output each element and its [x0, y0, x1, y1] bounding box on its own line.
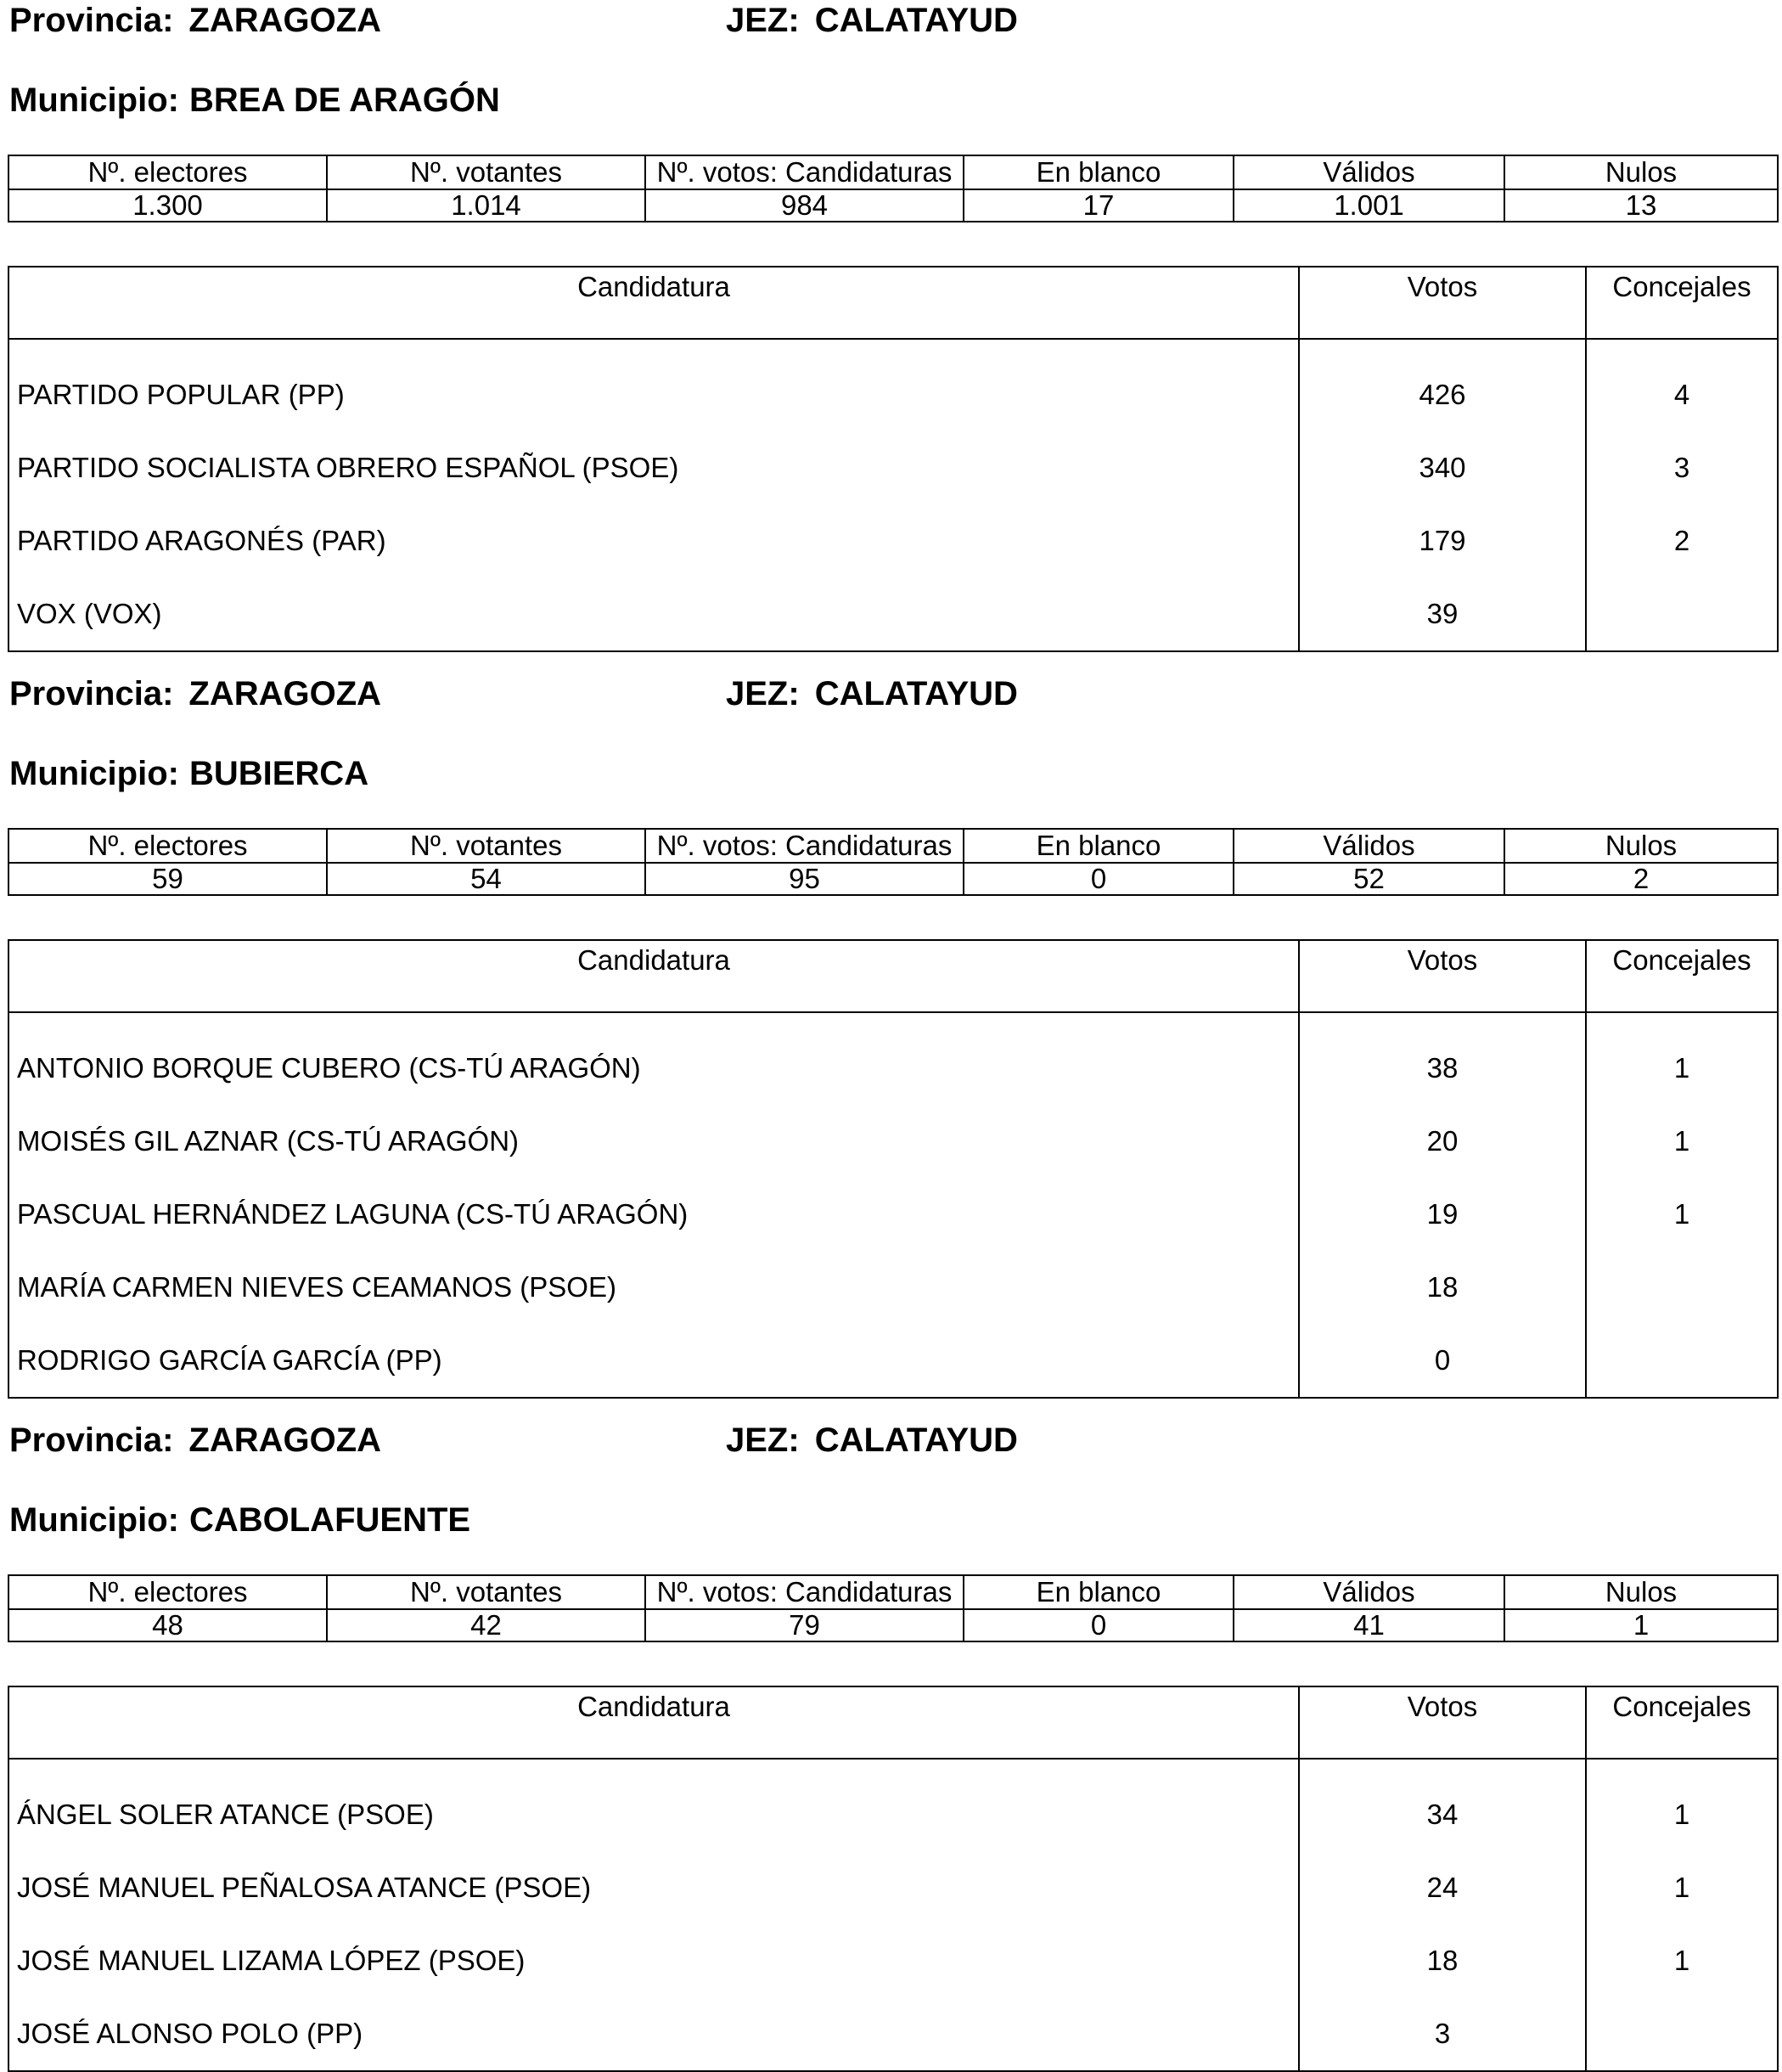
municipio-label: Municipio: [9, 1501, 179, 1539]
stats-header-cell: Nº. votantes [327, 829, 645, 863]
candidate-name: ÁNGEL SOLER ATANCE (PSOE) [17, 1799, 434, 1830]
stats-value-cell: 1.014 [327, 189, 645, 222]
candidates-header-row [8, 1686, 1778, 1759]
candidate-votes: 340 [1299, 431, 1586, 504]
candidate-name: MARÍA CARMEN NIEVES CEAMANOS (PSOE) [17, 1271, 616, 1303]
stats-header-cell: Nº. votantes [327, 155, 645, 189]
candidate-name: PARTIDO SOCIALISTA OBRERO ESPAÑOL (PSOE) [17, 452, 679, 483]
candidate-row [8, 1251, 1778, 1324]
candidate-councillors [1586, 577, 1778, 651]
candidate-row [8, 1924, 1778, 1997]
concejales-header: Concejales [1586, 267, 1778, 339]
candidate-row [8, 339, 1778, 431]
candidate-name: JOSÉ MANUEL LIZAMA LÓPEZ (PSOE) [17, 1945, 526, 1976]
stats-value-cell: 54 [327, 863, 645, 895]
provincia-heading [9, 673, 381, 714]
candidate-councillors: 1 [1586, 1178, 1778, 1251]
candidate-votes: 179 [1299, 504, 1586, 577]
candidate-name: JOSÉ ALONSO POLO (PP) [17, 2018, 363, 2049]
stats-table [8, 828, 1779, 896]
municipio-label: Municipio: [9, 755, 179, 792]
candidates-table [8, 1686, 1779, 2072]
candidate-councillors: 1 [1586, 1105, 1778, 1178]
stats-value-cell: 13 [1504, 189, 1778, 222]
candidate-name: PARTIDO ARAGONÉS (PAR) [17, 525, 386, 556]
stats-header-cell: En blanco [964, 1575, 1234, 1609]
candidate-votes: 3 [1299, 1997, 1586, 2071]
candidate-votes: 18 [1299, 1924, 1586, 1997]
candidate-councillors [1586, 1251, 1778, 1324]
concejales-header: Concejales [1586, 1686, 1778, 1759]
stats-value-cell: 52 [1234, 863, 1504, 895]
jez-value: CALATAYUD [814, 2, 1018, 39]
stats-value-cell: 42 [327, 1609, 645, 1641]
candidate-row [8, 1324, 1778, 1398]
votos-header: Votos [1299, 940, 1586, 1012]
stats-header-cell: Nº. votantes [327, 1575, 645, 1609]
municipio-label: Municipio: [9, 82, 179, 119]
candidate-name: PASCUAL HERNÁNDEZ LAGUNA (CS-TÚ ARAGÓN) [17, 1198, 689, 1230]
candidate-name: MOISÉS GIL AZNAR (CS-TÚ ARAGÓN) [17, 1125, 520, 1157]
municipio-heading [9, 1500, 470, 1540]
candidate-row [8, 577, 1778, 651]
stats-table [8, 1574, 1779, 1642]
candidate-name: RODRIGO GARCÍA GARCÍA (PP) [17, 1344, 442, 1376]
candidate-votes: 39 [1299, 577, 1586, 651]
municipio-value: CABOLAFUENTE [188, 1501, 471, 1539]
concejales-header: Concejales [1586, 940, 1778, 1012]
candidate-councillors: 1 [1586, 1851, 1778, 1924]
stats-value-cell: 1 [1504, 1609, 1778, 1641]
provincia-label: Provincia: [9, 675, 174, 712]
candidate-row [8, 1105, 1778, 1178]
stats-value-cell: 2 [1504, 863, 1778, 895]
candidate-name: JOSÉ MANUEL PEÑALOSA ATANCE (PSOE) [17, 1872, 592, 1903]
jez-value: CALATAYUD [814, 1422, 1018, 1459]
municipio-value: BUBIERCA [188, 755, 369, 792]
stats-value-cell: 984 [645, 189, 964, 222]
stats-value-cell: 79 [645, 1609, 964, 1641]
candidate-name: VOX (VOX) [17, 598, 162, 629]
stats-header-cell: Nulos [1504, 155, 1778, 189]
stats-header-cell: Válidos [1234, 155, 1504, 189]
candidates-header-row [8, 940, 1778, 1012]
candidates-table [8, 266, 1779, 652]
stats-header-row [8, 155, 1778, 189]
stats-value-cell: 0 [964, 1609, 1234, 1641]
stats-value-row [8, 189, 1778, 222]
stats-header-cell: Nº. votos: Candidaturas [645, 829, 964, 863]
candidate-row [8, 504, 1778, 577]
stats-header-cell: Válidos [1234, 829, 1504, 863]
provincia-label: Provincia: [9, 1422, 174, 1459]
municipio-heading [9, 80, 500, 121]
candidate-councillors: 1 [1586, 1012, 1778, 1105]
candidate-votes: 24 [1299, 1851, 1586, 1924]
provincia-heading [9, 1420, 381, 1461]
jez-value: CALATAYUD [814, 675, 1018, 712]
votos-header: Votos [1299, 267, 1586, 339]
candidate-votes: 38 [1299, 1012, 1586, 1105]
stats-value-cell: 95 [645, 863, 964, 895]
candidate-councillors: 1 [1586, 1759, 1778, 1851]
jez-label: JEZ: [726, 1422, 800, 1459]
stats-header-cell: Nº. votos: Candidaturas [645, 155, 964, 189]
candidate-councillors: 4 [1586, 339, 1778, 431]
stats-value-cell: 41 [1234, 1609, 1504, 1641]
candidate-row [8, 431, 1778, 504]
stats-header-cell: Nulos [1504, 1575, 1778, 1609]
stats-value-cell: 1.300 [8, 189, 327, 222]
stats-value-cell: 17 [964, 189, 1234, 222]
candidate-votes: 18 [1299, 1251, 1586, 1324]
stats-header-row [8, 829, 1778, 863]
votos-header: Votos [1299, 1686, 1586, 1759]
stats-value-cell: 59 [8, 863, 327, 895]
candidate-votes: 20 [1299, 1105, 1586, 1178]
stats-header-cell: Nº. electores [8, 829, 327, 863]
candidate-row [8, 1759, 1778, 1851]
municipio-heading [9, 753, 368, 794]
stats-header-cell: Nulos [1504, 829, 1778, 863]
candidates-header-row [8, 267, 1778, 339]
candidate-name: PARTIDO POPULAR (PP) [17, 379, 345, 410]
candidatura-header: Candidatura [8, 1686, 1299, 1759]
candidate-votes: 19 [1299, 1178, 1586, 1251]
candidatura-header: Candidatura [8, 267, 1299, 339]
candidate-votes: 426 [1299, 339, 1586, 431]
stats-header-row [8, 1575, 1778, 1609]
candidate-councillors [1586, 1997, 1778, 2071]
stats-header-cell: Válidos [1234, 1575, 1504, 1609]
provincia-label: Provincia: [9, 2, 174, 39]
stats-header-cell: Nº. votos: Candidaturas [645, 1575, 964, 1609]
stats-header-cell: Nº. electores [8, 1575, 327, 1609]
stats-value-cell: 48 [8, 1609, 327, 1641]
stats-header-cell: Nº. electores [8, 155, 327, 189]
provincia-heading [9, 0, 381, 41]
stats-header-cell: En blanco [964, 155, 1234, 189]
stats-table [8, 155, 1779, 222]
candidate-councillors: 2 [1586, 504, 1778, 577]
candidate-councillors [1586, 1324, 1778, 1398]
stats-value-cell: 1.001 [1234, 189, 1504, 222]
candidate-name: ANTONIO BORQUE CUBERO (CS-TÚ ARAGÓN) [17, 1052, 641, 1084]
jez-heading [726, 0, 1018, 41]
jez-heading [726, 1420, 1018, 1461]
candidate-councillors: 3 [1586, 431, 1778, 504]
candidate-row [8, 1997, 1778, 2071]
jez-label: JEZ: [726, 675, 800, 712]
candidates-table [8, 939, 1779, 1399]
provincia-value: ZARAGOZA [188, 1422, 382, 1459]
candidate-row [8, 1851, 1778, 1924]
candidate-votes: 34 [1299, 1759, 1586, 1851]
stats-value-row [8, 1609, 1778, 1641]
candidate-councillors: 1 [1586, 1924, 1778, 1997]
candidate-row [8, 1178, 1778, 1251]
candidate-row [8, 1012, 1778, 1105]
municipio-value: BREA DE ARAGÓN [188, 82, 500, 119]
stats-value-cell: 0 [964, 863, 1234, 895]
stats-header-cell: En blanco [964, 829, 1234, 863]
provincia-value: ZARAGOZA [188, 2, 382, 39]
stats-value-row [8, 863, 1778, 895]
jez-heading [726, 673, 1018, 714]
candidatura-header: Candidatura [8, 940, 1299, 1012]
provincia-value: ZARAGOZA [188, 675, 382, 712]
candidate-votes: 0 [1299, 1324, 1586, 1398]
jez-label: JEZ: [726, 2, 800, 39]
